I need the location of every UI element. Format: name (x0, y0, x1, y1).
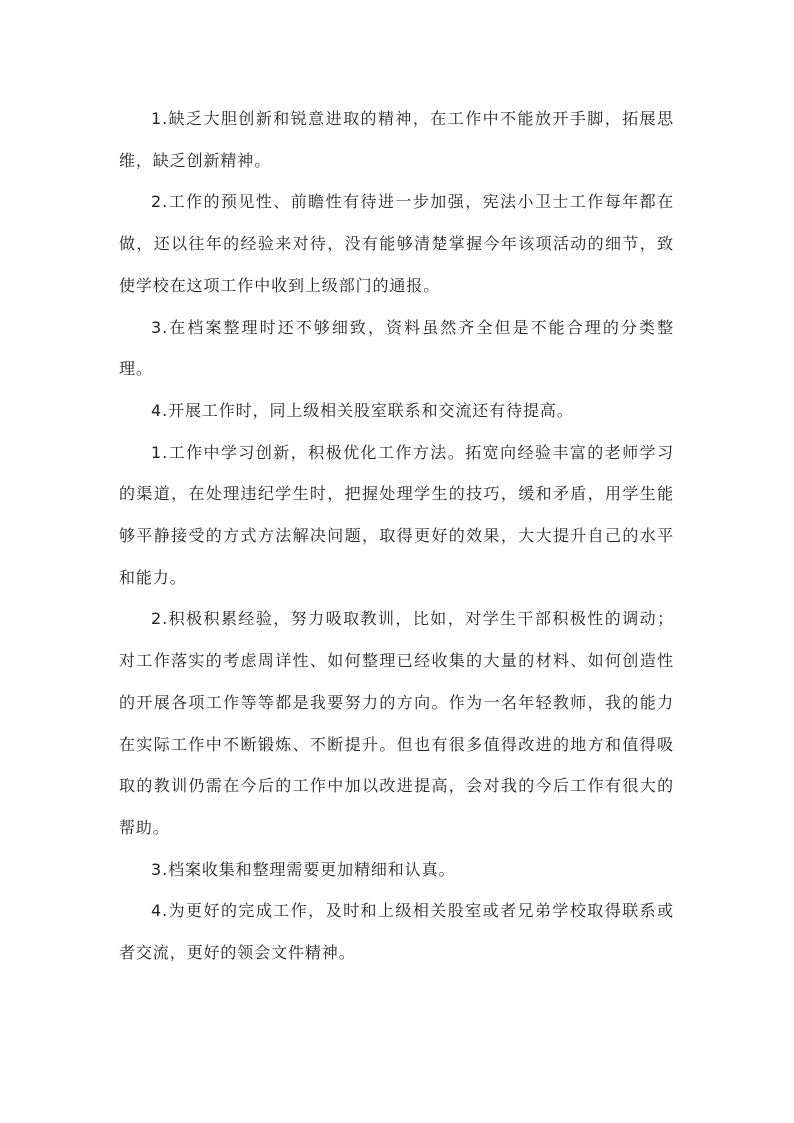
paragraph-weakness-1: 1.缺乏大胆创新和锐意进取的精神，在工作中不能放开手脚，拓展思维，缺乏创新精神。 (119, 109, 674, 170)
paragraph-improvement-2: 2.积极积累经验，努力吸取教训，比如，对学生干部积极性的调动；对工作落实的考虑周详性、如何整理已经收集的大量的材料、如何创造性的开展各项工作等等都是我要努力的方向。作为一名年轻教师，我的能力在实际工作中不断锻炼、不断提升。但也有很多值得改进的地方和值得吸取的教训仍需在今后的工作中加以改进提高，会对我的今后工作有很大的帮助。 (119, 609, 674, 837)
paragraph-improvement-4: 4.为更好的完成工作，及时和上级相关股室或者兄弟学校取得联系或者交流，更好的领会文件精神。 (119, 901, 674, 963)
paragraph-weakness-2: 2.工作的预见性、前瞻性有待进一步加强，宪法小卫士工作每年都在做，还以往年的经验来对待，没有能够清楚掌握今年该项活动的细节，致使学校在这项工作中收到上级部门的通报。 (119, 192, 674, 295)
paragraph-weakness-4: 4.开展工作时，同上级相关股室联系和交流还有待提高。 (151, 400, 574, 420)
paragraph-improvement-1: 1.工作中学习创新，积极优化工作方法。拓宽向经验丰富的老师学习的渠道，在处理违纪学生时，把握处理学生的技巧，缓和矛盾，用学生能够平静接受的方式方法解决问题，取得更好的效果，大大提升自己的水平和能力。 (119, 442, 674, 587)
paragraph-improvement-3: 3.档案收集和整理需要更加精细和认真。 (151, 859, 456, 879)
document-body (119, 98, 674, 974)
paragraph-weakness-3: 3.在档案整理时还不够细致，资料虽然齐全但是不能合理的分类整理。 (119, 317, 674, 379)
